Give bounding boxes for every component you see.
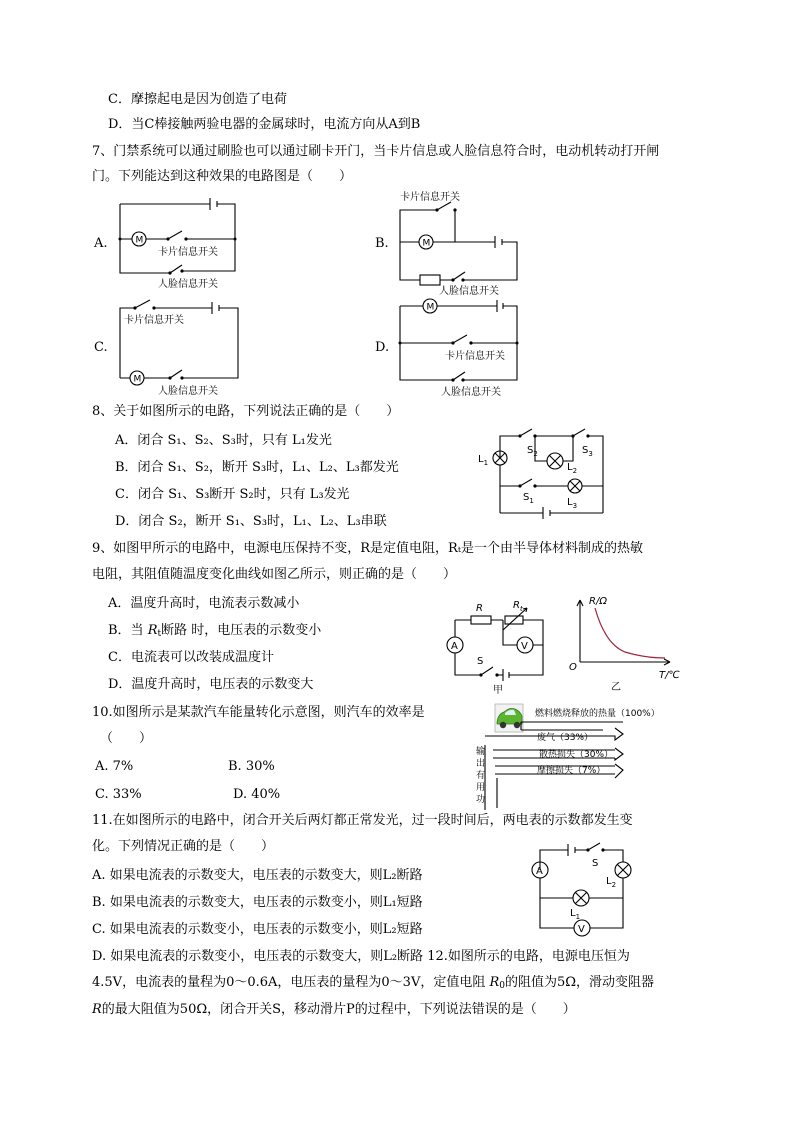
jia-label: 甲: [493, 685, 503, 696]
q10-stem: 10.如图所示是某款汽车能量转化示意图，则汽车的效率是: [92, 705, 425, 720]
q11-option-b: B. 如果电流表的示数变大，电压表的示数变小，则L₁短路: [92, 895, 423, 910]
y-axis-label: R/Ω: [589, 596, 607, 607]
svg-text:V: V: [521, 641, 528, 652]
q9-option-d: D．温度升高时，电压表的示数变大: [108, 677, 314, 692]
motor-label: M: [133, 374, 142, 385]
q8-option-c: C．闭合 S₁、S₃断开 S₂时，只有 L₃发光: [115, 487, 350, 502]
total-energy-label: 燃料燃烧释放的热量（100%）: [535, 709, 660, 719]
q6-option-d: D．当C棒接触两验电器的金属球时，电流方向从A到B: [108, 117, 421, 132]
q9-option-c: C．电流表可以改装成温度计: [108, 650, 274, 665]
svg-text:S: S: [477, 656, 484, 667]
q10-option-a: A. 7%: [95, 759, 134, 774]
motor-label: M: [135, 235, 144, 246]
q9-graph-yi: [565, 592, 690, 692]
svg-text:R: R: [476, 603, 483, 614]
face-switch-label: 人脸信息开关: [158, 279, 218, 290]
waste-gas-label: 废气（33%）: [537, 733, 594, 743]
q7-option-a-label: A.: [94, 236, 108, 251]
face-switch-label: 人脸信息开关: [439, 286, 499, 297]
q11-stem-line1: 11.在如图所示的电路中，闭合开关后两灯都正常发光，过一段时间后，两电表的示数都发生变: [92, 813, 633, 828]
rt-label: $R_t$: [513, 600, 523, 613]
q9-option-a: A．温度升高时，电流表示数减小: [108, 596, 300, 611]
origin-label: O: [569, 662, 577, 673]
q7-stem-line1: 7、门禁系统可以通过刷脸也可以通过刷卡开门，当卡片信息或人脸信息符合时，电动机转动打开闸: [92, 144, 660, 159]
svg-text:A: A: [536, 866, 543, 877]
q7-option-d-label: D.: [375, 340, 390, 355]
q10-energy-diagram: [473, 700, 688, 810]
card-switch-label: 卡片信息开关: [400, 192, 460, 203]
q10-option-c: C. 33%: [95, 787, 142, 802]
q8-option-d: D．闭合 S₂，断开 S₁、S₃时，L₁、L₂、L₃串联: [115, 514, 387, 529]
q7-circuit-b: [395, 188, 530, 298]
resistor-icon: [420, 275, 440, 285]
q6-option-c: C．摩擦起电是因为创造了电荷: [108, 92, 287, 107]
svg-text:V: V: [578, 924, 585, 935]
q11-option-d: D. 如果电流表的示数变小，电压表的示数变大，则L₂断路 12.如图所示的电路，电源电压恒为: [92, 949, 630, 964]
card-switch-label: 卡片信息开关: [124, 315, 184, 326]
q9-circuit-jia: [443, 600, 553, 695]
yi-label: 乙: [611, 682, 621, 693]
card-switch-label: 卡片信息开关: [158, 247, 218, 258]
heat-loss-label: 散热损失（30%）: [539, 750, 614, 760]
s1-label: $S_1$: [523, 492, 534, 505]
q12-line3: R的最大阻值为50Ω，闭合开关S，移动滑片P的过程中，下列说法错误的是（ ）: [92, 1002, 576, 1017]
q9-option-b: B．当 $R_t$断路 时，电压表的示数变小: [108, 623, 322, 639]
card-switch-label: 卡片信息开关: [445, 351, 505, 362]
q7-circuit-c: [110, 298, 250, 398]
x-axis-label: T/℃: [659, 670, 680, 681]
q8-option-a: A．闭合 S₁、S₂、S₃时，只有 L₁发光: [115, 433, 332, 448]
resistor-r-icon: [471, 616, 491, 624]
l2-label: $L_2$: [606, 876, 617, 889]
q12-line2: 4.5V，电流表的量程为0～0.6A，电压表的量程为0～3V，定值电阻 $R_0$的阻值为5Ω，滑动变阻器: [92, 975, 655, 991]
q10-paren: （ ）: [100, 731, 153, 746]
car-icon: [495, 704, 523, 732]
q7-circuit-d: [395, 296, 530, 401]
svg-text:S: S: [592, 858, 599, 869]
friction-loss-label: 摩擦损失（7%）: [537, 766, 606, 776]
l2-label: $L_2$: [567, 462, 578, 475]
q11-option-a: A. 如果电流表的示数变大，电压表的示数变大，则L₂断路: [92, 868, 423, 883]
q11-circuit: [528, 840, 638, 940]
q8-stem: 8、关于如图所示的电路，下列说法正确的是（ ）: [92, 404, 400, 419]
q11-stem-line2: 化。下列情况正确的是（ ）: [92, 839, 275, 854]
motor-label: M: [426, 302, 435, 313]
q7-stem-line2: 门。下列能达到这种效果的电路图是（ ）: [92, 169, 353, 184]
motor-label: M: [422, 238, 431, 249]
q8-circuit: [475, 428, 610, 526]
q10-option-d: D. 40%: [233, 787, 281, 802]
resistance-curve: [595, 608, 665, 658]
l1-label: $L_1$: [570, 908, 581, 921]
useful-work-label: 输 出 有 用 功: [476, 747, 486, 805]
q10-option-b: B. 30%: [228, 759, 275, 774]
q8-option-b: B．闭合 S₁、S₂，断开 S₃时，L₁、L₂、L₃都发光: [115, 460, 399, 475]
face-switch-label: 人脸信息开关: [158, 386, 218, 397]
q11-option-c: C. 如果电流表的示数变小，电压表的示数变小，则L₂短路: [92, 922, 423, 937]
s2-label: $S_2$: [527, 445, 538, 458]
q9-stem-line2: 电阻，其阻值随温度变化曲线如图乙所示，则正确的是（ ）: [92, 567, 457, 582]
q7-option-c-label: C.: [94, 340, 108, 355]
svg-text:A: A: [451, 641, 458, 652]
l1-label: $L_1$: [478, 454, 489, 467]
q7-circuit-a: [110, 195, 250, 290]
face-switch-label: 人脸信息开关: [441, 387, 501, 398]
q9-stem-line1: 9、如图甲所示的电路中，电源电压保持不变，R是定值电阻，Rₜ是一个由半导体材料制成的热敏: [92, 541, 644, 556]
q7-option-b-label: B.: [375, 236, 389, 251]
l3-label: $L_3$: [567, 497, 578, 510]
s3-label: $S_3$: [582, 445, 593, 458]
